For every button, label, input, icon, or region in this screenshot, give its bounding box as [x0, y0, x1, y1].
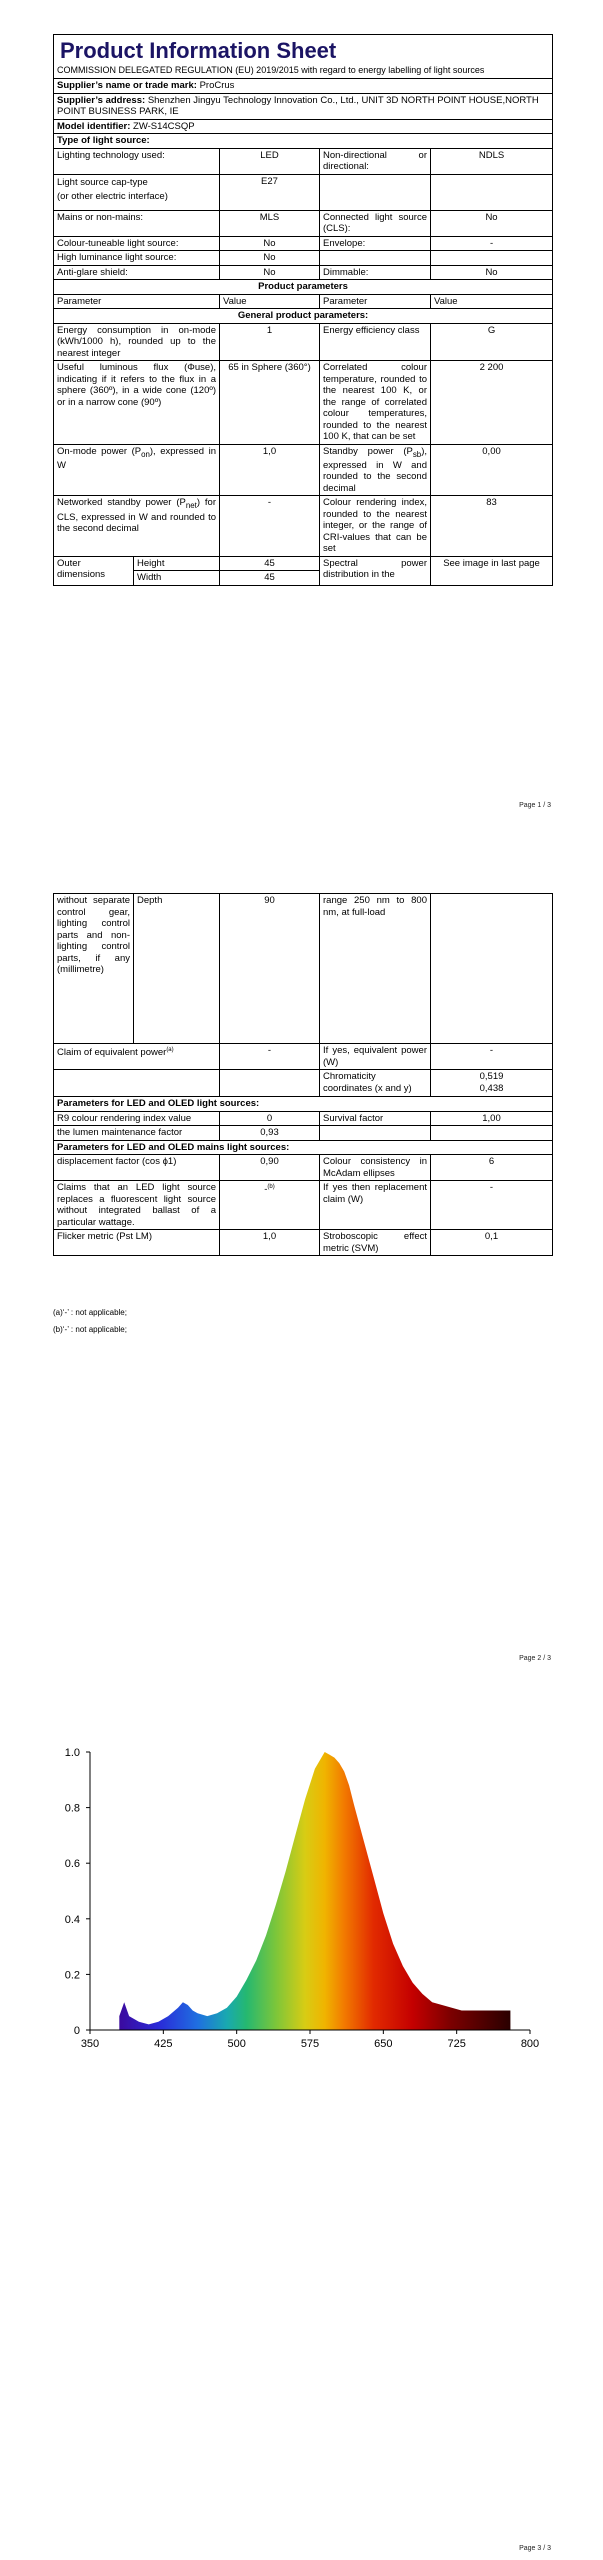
lighting-technology-value: LED: [220, 148, 320, 174]
footnote-a: (a)‘-’ : not applicable;: [53, 1308, 127, 1317]
survival-factor-value: 1,00: [431, 1111, 553, 1126]
x-tick-label: 800: [520, 2038, 540, 2050]
directional-value: NDLS: [431, 148, 553, 174]
led-mains-parameters-heading: Parameters for LED and OLED mains light sources:: [54, 1140, 553, 1155]
colour-tuneable-value: No: [220, 236, 320, 251]
fluorescent-claim-value: -$^{(b)}$: [220, 1181, 320, 1230]
fluorescent-claim-label: Claims that an LED light source replaces a fluorescent light source without integrated ballast of a particular wattage.: [54, 1181, 220, 1230]
equiv-yes-value: -: [431, 1044, 553, 1070]
page-2: [0, 860, 603, 1680]
spectrum-area: [119, 1752, 510, 2030]
lumen-maintenance-label: the lumen maintenance factor: [54, 1126, 220, 1141]
anti-glare-label: Anti-glare shield:: [54, 265, 220, 280]
standby-power-label: Standby power $(P_{sb})$, expressed in W and rounded to the second decimal: [320, 444, 431, 496]
product-parameters-heading: Product parameters: [54, 280, 553, 295]
energy-class-label: Energy efficiency class: [320, 323, 431, 361]
info-table-page-1: [53, 34, 553, 586]
outer-dimensions-label: Outer dimensions: [54, 556, 134, 585]
luminous-flux-value: 65 in Sphere (360°): [220, 361, 320, 445]
luminous-flux-label: Useful luminous flux (Φuse), indicating if it refers to the flux in a sphere (360º), in a wide cone (120º) or in a narrow cone (90º): [54, 361, 220, 445]
general-parameters-heading: General product parameters:: [54, 309, 553, 324]
page-number-1: Page 1 / 3: [519, 802, 551, 809]
cri-value: 83: [431, 496, 553, 557]
led-parameters-heading: Parameters for LED and OLED light sources:: [54, 1097, 553, 1112]
outer-dimensions-cont: without separate control gear, lighting control parts and non-lighting control parts, if any (millimetre): [54, 894, 134, 1044]
mains-value: MLS: [220, 210, 320, 236]
col-parameter-1: Parameter: [54, 294, 220, 309]
chromaticity-y: 0,438: [479, 1082, 504, 1094]
cct-label: Correlated colour temperature, rounded to the nearest 100 K, or the range of correlated colour temperatures, rounded to the nearest 100 K, that can be set: [320, 361, 431, 445]
page-title: Product Information Sheet: [60, 38, 337, 63]
spectral-label-cont: range 250 nm to 800 nm, at full-load: [320, 894, 431, 1044]
cap-type-value: E27: [220, 174, 320, 210]
col-parameter-2: Parameter: [320, 294, 431, 309]
cap-type-label-2: (or other electric interface): [57, 190, 168, 202]
supplier-address-label: Supplier’s address:: [57, 94, 146, 106]
chromaticity-x: 0,519: [479, 1071, 504, 1082]
width-label: Width: [134, 571, 220, 586]
replacement-claim-label: If yes then replacement claim (W): [320, 1181, 431, 1230]
x-tick-label: 725: [447, 2038, 466, 2050]
page-number-3: Page 3 / 3: [519, 2545, 551, 2552]
depth-value: 90: [220, 894, 320, 1044]
equiv-yes-label: If yes, equivalent power (W): [320, 1044, 431, 1070]
height-value: 45: [220, 556, 320, 571]
x-tick-label: 650: [374, 2038, 393, 2050]
svm-label: Stroboscopic effect metric (SVM): [320, 1230, 431, 1256]
x-tick-label: 575: [300, 2038, 320, 2050]
networked-standby-value: -: [220, 496, 320, 557]
cls-label: Connected light source (CLS):: [320, 210, 431, 236]
energy-consumption-label: Energy consumption in on-mode (kWh/1000 h), rounded up to the nearest integer: [54, 323, 220, 361]
mcadam-value: 6: [431, 1155, 553, 1181]
cap-type-label: Light source cap-type: [57, 176, 148, 188]
spectral-distribution-chart: [40, 1740, 560, 2070]
envelope-label: Envelope:: [320, 236, 431, 251]
cls-value: No: [431, 210, 553, 236]
displacement-factor-label: displacement factor (cos ϕ1): [54, 1155, 220, 1181]
regulation-text: COMMISSION DELEGATED REGULATION (EU) 2019/2015 with regard to energy labelling of light sources: [57, 65, 485, 75]
y-tick-label: 0.2: [64, 1969, 80, 1982]
colour-tuneable-label: Colour-tuneable light source:: [54, 236, 220, 251]
svm-value: 0,1: [431, 1230, 553, 1256]
onmode-power-value: 1,0: [220, 444, 320, 496]
anti-glare-value: No: [220, 265, 320, 280]
onmode-power-label: On-mode power $(P_{on})$, expressed in W: [54, 444, 220, 496]
energy-consumption-value: 1: [220, 323, 320, 361]
mcadam-label: Colour consistency in McAdam ellipses: [320, 1155, 431, 1181]
page-3: [0, 1700, 603, 2560]
width-value: 45: [220, 571, 320, 586]
y-tick-label: 0.6: [64, 1858, 80, 1871]
info-table-page-2: [53, 893, 553, 1256]
lighting-technology-label: Lighting technology used:: [54, 148, 220, 174]
chromaticity-label: Chromaticity coordinates (x and y): [320, 1070, 431, 1097]
supplier-name-label: Supplier’s name or trade mark:: [57, 80, 197, 91]
light-source-type-heading: Type of light source:: [54, 134, 553, 149]
footnote-b: (b)‘-’ : not applicable;: [53, 1325, 127, 1334]
flicker-label: Flicker metric (Pst LM): [54, 1230, 220, 1256]
page-1: [0, 0, 603, 816]
dimmable-label: Dimmable:: [320, 265, 431, 280]
x-tick-label: 350: [80, 2038, 100, 2050]
depth-label: Depth: [134, 894, 220, 1044]
replacement-claim-value: -: [431, 1181, 553, 1230]
standby-power-value: 0,00: [431, 444, 553, 496]
col-value-2: Value: [431, 294, 553, 309]
y-tick-label: 0: [73, 2025, 80, 2037]
page-number-2: Page 2 / 3: [519, 1655, 551, 1662]
high-luminance-label: High luminance light source:: [54, 251, 220, 266]
x-tick-label: 500: [227, 2038, 246, 2050]
energy-class-value: G: [431, 323, 553, 361]
lumen-maintenance-value: 0,93: [220, 1126, 320, 1141]
cri-label: Colour rendering index, rounded to the nearest integer, or the range of CRI-values that can be set: [320, 496, 431, 557]
y-tick-label: 1.0: [64, 1747, 80, 1759]
displacement-factor-value: 0,90: [220, 1155, 320, 1181]
envelope-value: -: [431, 236, 553, 251]
networked-standby-label: Networked standby power $(P_{net})$ for CLS, expressed in W and rounded to the second decimal: [54, 496, 220, 557]
equiv-power-label: Claim of equivalent power$^{(a)}$: [54, 1044, 220, 1070]
mains-label: Mains or non-mains:: [54, 210, 220, 236]
supplier-address-value: Shenzhen Jingyu Technology Innovation Co., Ltd., UNIT 3D NORTH POINT HOUSE,NORTH POINT BUSINESS PARK, IE: [57, 94, 539, 117]
y-tick-label: 0.8: [64, 1802, 80, 1815]
height-label: Height: [134, 556, 220, 571]
flicker-value: 1,0: [220, 1230, 320, 1256]
directional-label: Non-directional or directional:: [320, 148, 431, 174]
r9-label: R9 colour rendering index value: [54, 1111, 220, 1126]
col-value-1: Value: [220, 294, 320, 309]
spectral-label: Spectral power distribution in the: [320, 556, 431, 585]
y-tick-label: 0.4: [64, 1913, 80, 1926]
equiv-power-value: -: [220, 1044, 320, 1070]
model-value: ZW-S14CSQP: [133, 120, 195, 132]
high-luminance-value: No: [220, 251, 320, 266]
cct-value: 2 200: [431, 361, 553, 445]
survival-factor-label: Survival factor: [320, 1111, 431, 1126]
supplier-name-value: ProCrus: [199, 80, 235, 91]
spectral-value: See image in last page: [431, 556, 553, 585]
dimmable-value: No: [431, 265, 553, 280]
r9-value: 0: [220, 1111, 320, 1126]
x-tick-label: 425: [154, 2038, 173, 2050]
model-label: Model identifier:: [57, 120, 131, 132]
